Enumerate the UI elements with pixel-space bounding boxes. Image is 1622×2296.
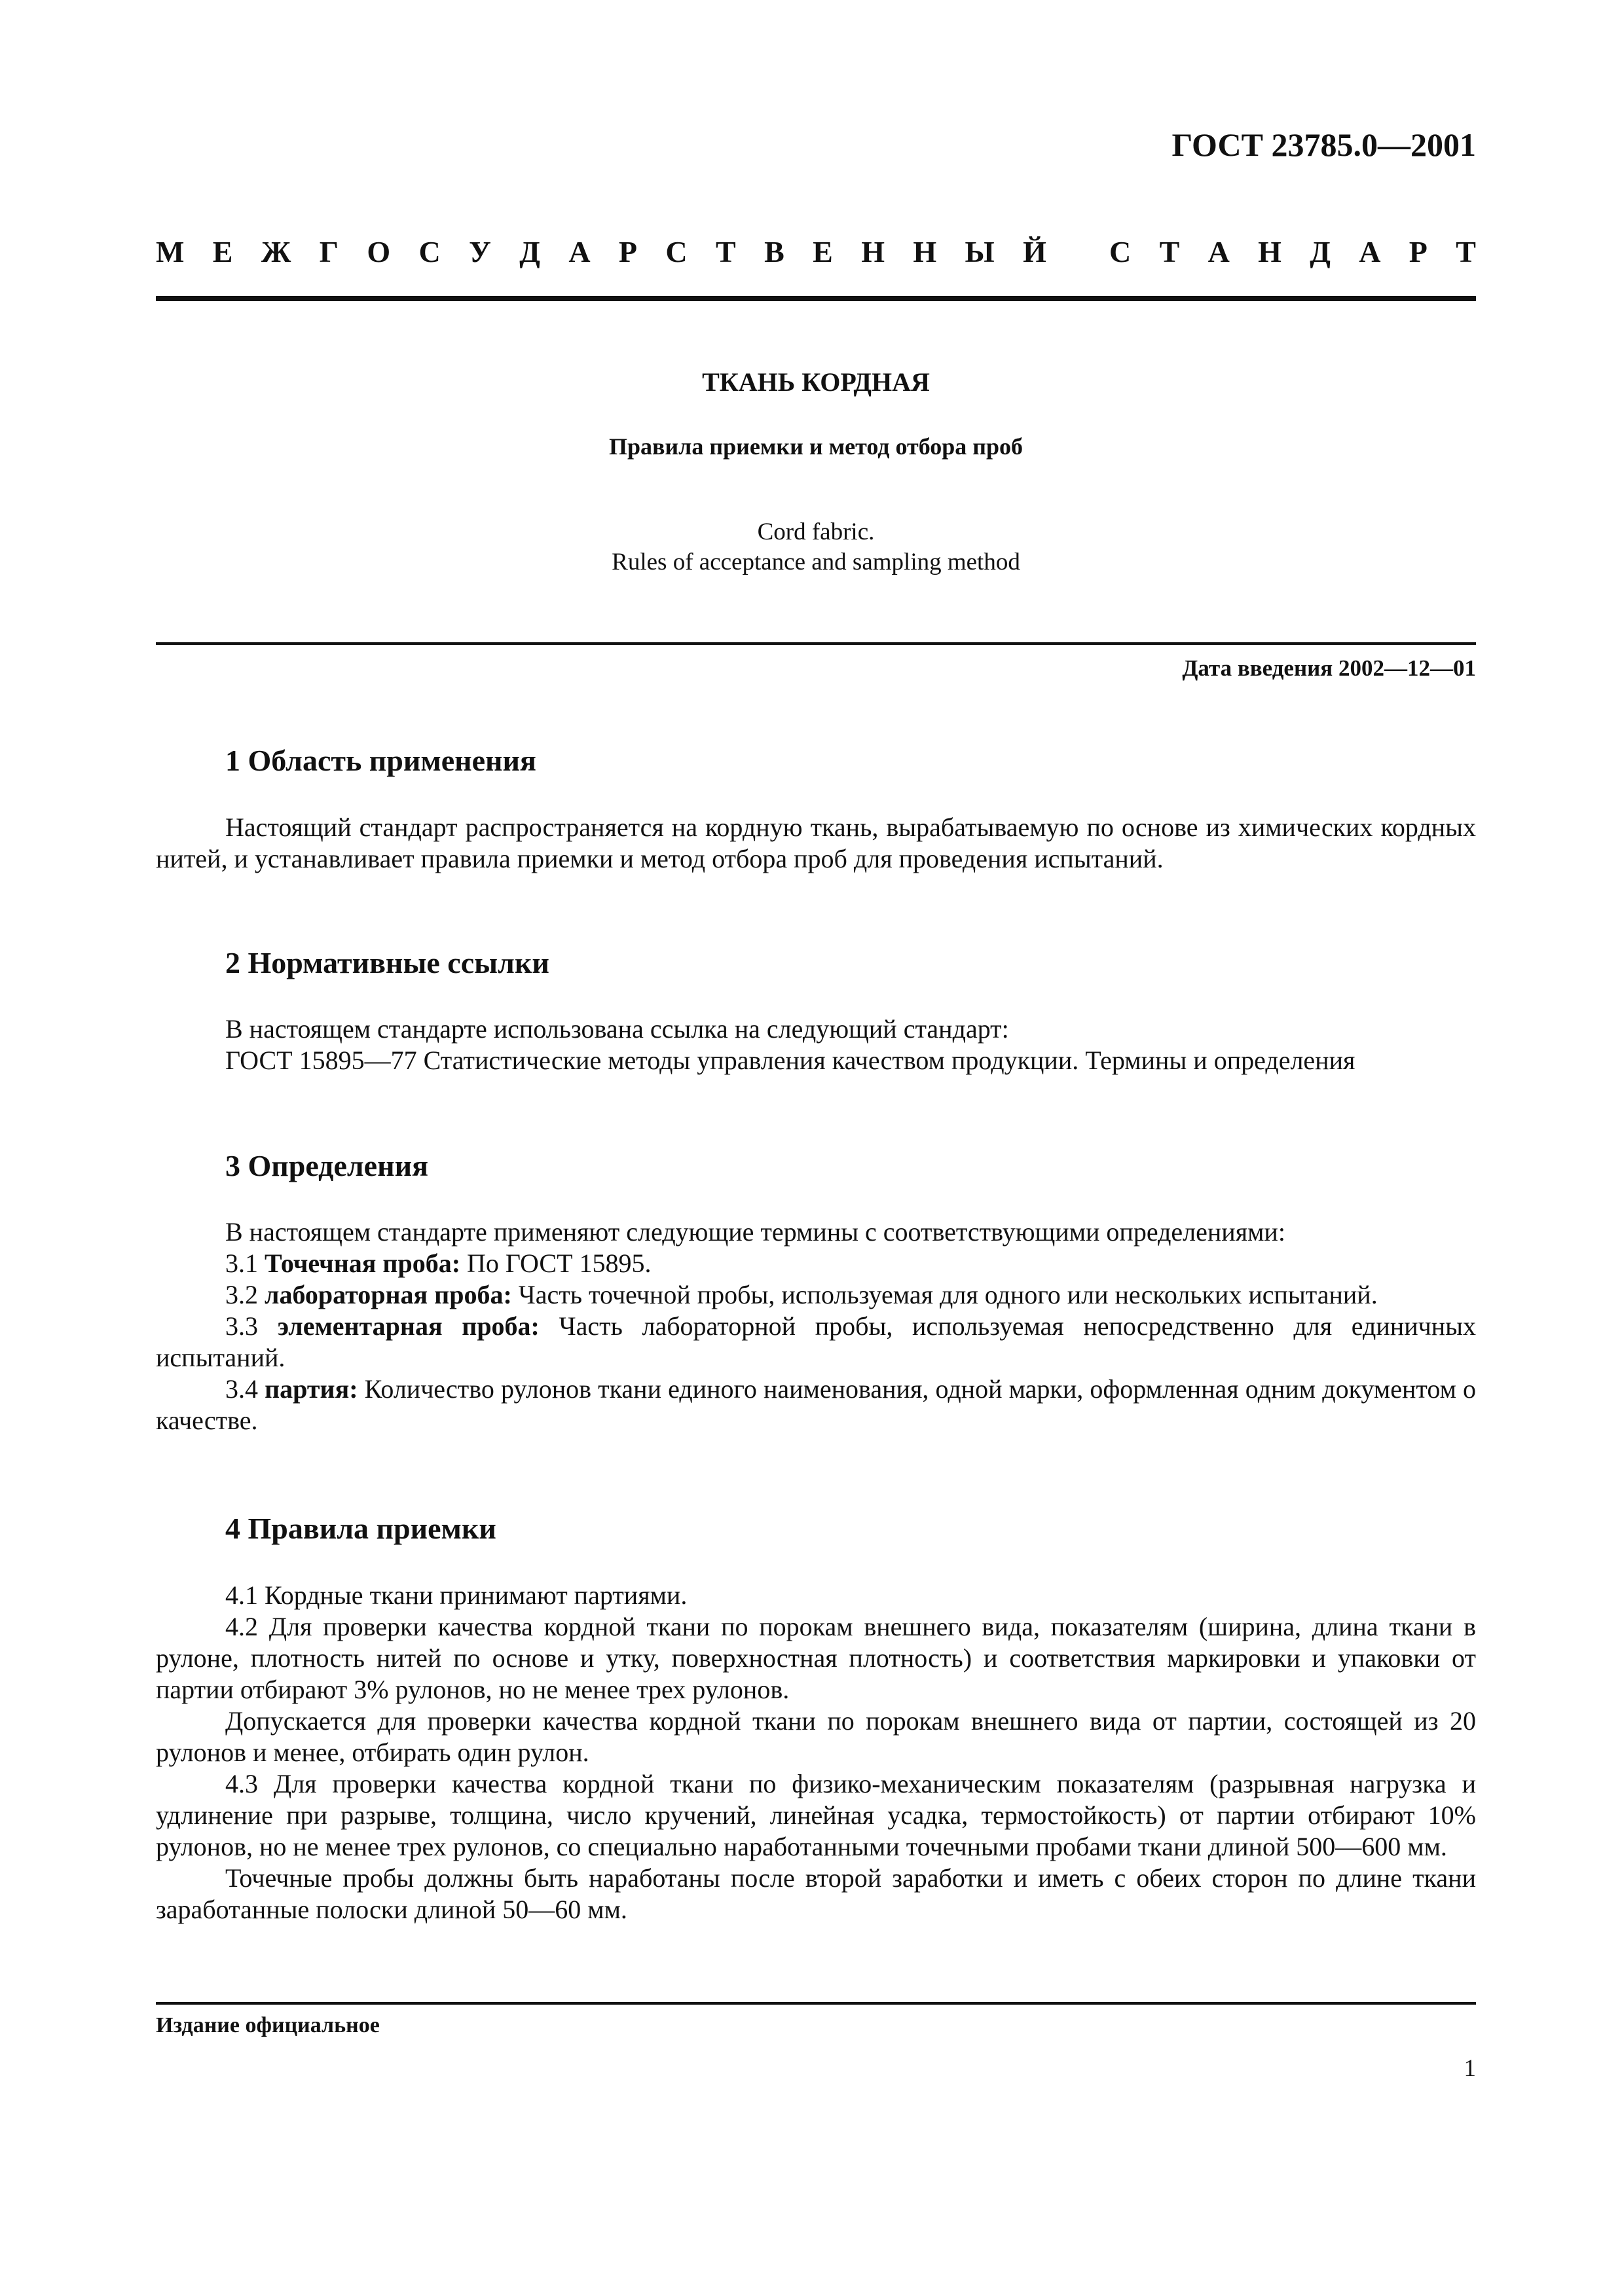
definition	[156, 1279, 1476, 1311]
banner-letter: С	[418, 235, 441, 268]
definition-text: Часть точечной пробы, используемая для одного или нескольких испытаний.	[511, 1280, 1378, 1309]
definition-text: По ГОСТ 15895.	[460, 1248, 652, 1278]
banner-letter: Т	[1159, 235, 1180, 268]
paragraph: Настоящий стандарт распространяется на кордную ткань, вырабатываемую по основе из химических кордных нитей, и устанавливает правила приемки и метод отбора проб для проведения испытаний.	[156, 812, 1476, 873]
banner-letter: В	[764, 235, 784, 268]
english-title-line: Cord fabric.	[757, 519, 875, 545]
banner-letter: Й	[1023, 235, 1046, 268]
section-body	[156, 1013, 1476, 1076]
page-number: 1	[1464, 2055, 1476, 2082]
definition-number: 3.1	[225, 1248, 265, 1278]
banner-letter: У	[469, 235, 491, 268]
banner-letter: Т	[716, 235, 736, 268]
interstate-word	[156, 234, 1046, 269]
banner-letter: Н	[1258, 235, 1281, 268]
banner-letter: С	[665, 235, 688, 268]
definition-number: 3.3	[225, 1311, 278, 1341]
section-body	[156, 812, 1476, 875]
banner-letter: Ж	[261, 235, 291, 268]
section-heading: 2 Нормативные ссылки	[225, 946, 549, 979]
paragraph: 4.2 Для проверки качества кордной ткани по порокам внешнего вида, показателям (ширина, длина ткани в рулоне, плотность нитей по основе и утку, поверхностная плотность) и соответствия маркировки и упаковки от партии отбирают 3% рулонов, но не менее трех рулонов.	[156, 1612, 1476, 1704]
banner-letter: Н	[913, 235, 937, 268]
section-heading: 4 Правила приемки	[225, 1512, 496, 1545]
banner-letter: А	[1359, 235, 1381, 268]
section-body	[156, 1580, 1476, 1925]
definition-text: Часть лабораторной пробы, используемая непосредственно для единичных испытаний.	[156, 1311, 1477, 1372]
section-body	[156, 1216, 1476, 1436]
banner-letter: Р	[618, 235, 638, 268]
paragraph: Точечные пробы должны быть наработаны после второй заработки и иметь с обеих сторон по длине ткани заработанные полоски длиной 50—60 мм.	[156, 1863, 1476, 1924]
interstate-standard-banner	[156, 234, 1476, 269]
paragraph: 4.1 Кордные ткани принимают партиями.	[225, 1580, 688, 1610]
banner-letter: А	[568, 235, 591, 268]
footer-divider	[156, 2002, 1476, 2005]
title-divider	[156, 642, 1476, 645]
banner-letter: Д	[519, 235, 540, 268]
banner-letter: Н	[861, 235, 885, 268]
definition-term: партия:	[265, 1374, 358, 1404]
english-title	[156, 517, 1476, 577]
standard-word	[1109, 234, 1476, 269]
definition	[156, 1374, 1476, 1436]
section-heading: 3 Определения	[225, 1149, 428, 1182]
definition	[156, 1311, 1476, 1374]
definition-number: 3.2	[225, 1280, 265, 1309]
paragraph: В настоящем стандарте использована ссылка на следующий стандарт:	[225, 1014, 1009, 1044]
section-heading: 1 Область применения	[225, 744, 536, 777]
english-title-line: Rules of acceptance and sampling method	[612, 549, 1020, 575]
definition-term: Точечная проба:	[265, 1248, 461, 1278]
paragraph: ГОСТ 15895—77 Статистические методы управления качеством продукции. Термины и определения	[225, 1046, 1355, 1075]
introduction-date: Дата введения 2002—12—01	[1182, 655, 1476, 681]
document-title: ТКАНЬ КОРДНАЯ	[702, 367, 930, 397]
banner-letter: Г	[319, 235, 339, 268]
banner-letter: Т	[1456, 235, 1476, 268]
definition-term: элементарная проба:	[277, 1311, 540, 1341]
banner-letter: Р	[1409, 235, 1428, 268]
banner-letter: О	[367, 235, 391, 268]
banner-letter: Д	[1310, 235, 1331, 268]
gost-number: ГОСТ 23785.0—2001	[1171, 126, 1476, 163]
banner-letter: А	[1207, 235, 1230, 268]
document-subtitle: Правила приемки и метод отбора проб	[608, 433, 1023, 460]
definition-number: 3.4	[225, 1374, 265, 1404]
definition	[156, 1248, 1476, 1279]
header-divider	[156, 296, 1476, 301]
paragraph: 4.3 Для проверки качества кордной ткани по физико-механическим показателям (разрывная нагрузка и удлинение при разрыве, толщина, число кручений, линейная усадка, термостойкость) от партии отбирают 10% рулонов, но не менее трех рулонов, со специально наработанными точечными пробами ткани длиной 500—600 мм.	[156, 1769, 1476, 1861]
paragraph: В настоящем стандарте применяют следующие термины с соответствующими определениями:	[225, 1217, 1285, 1247]
paragraph: Допускается для проверки качества кордной ткани по порокам внешнего вида от партии, состоящей из 20 рулонов и менее, отбирать один рулон.	[156, 1706, 1476, 1767]
definition-term: лабораторная проба:	[265, 1280, 512, 1309]
definition-text: Количество рулонов ткани единого наименования, одной марки, оформленная одним документом о качестве.	[156, 1374, 1476, 1435]
banner-letter: С	[1109, 235, 1132, 268]
banner-letter: Е	[212, 235, 233, 268]
banner-letter: М	[156, 235, 185, 268]
banner-letter: Е	[813, 235, 833, 268]
banner-letter: Ы	[965, 235, 995, 268]
edition-label: Издание официальное	[156, 2013, 380, 2037]
